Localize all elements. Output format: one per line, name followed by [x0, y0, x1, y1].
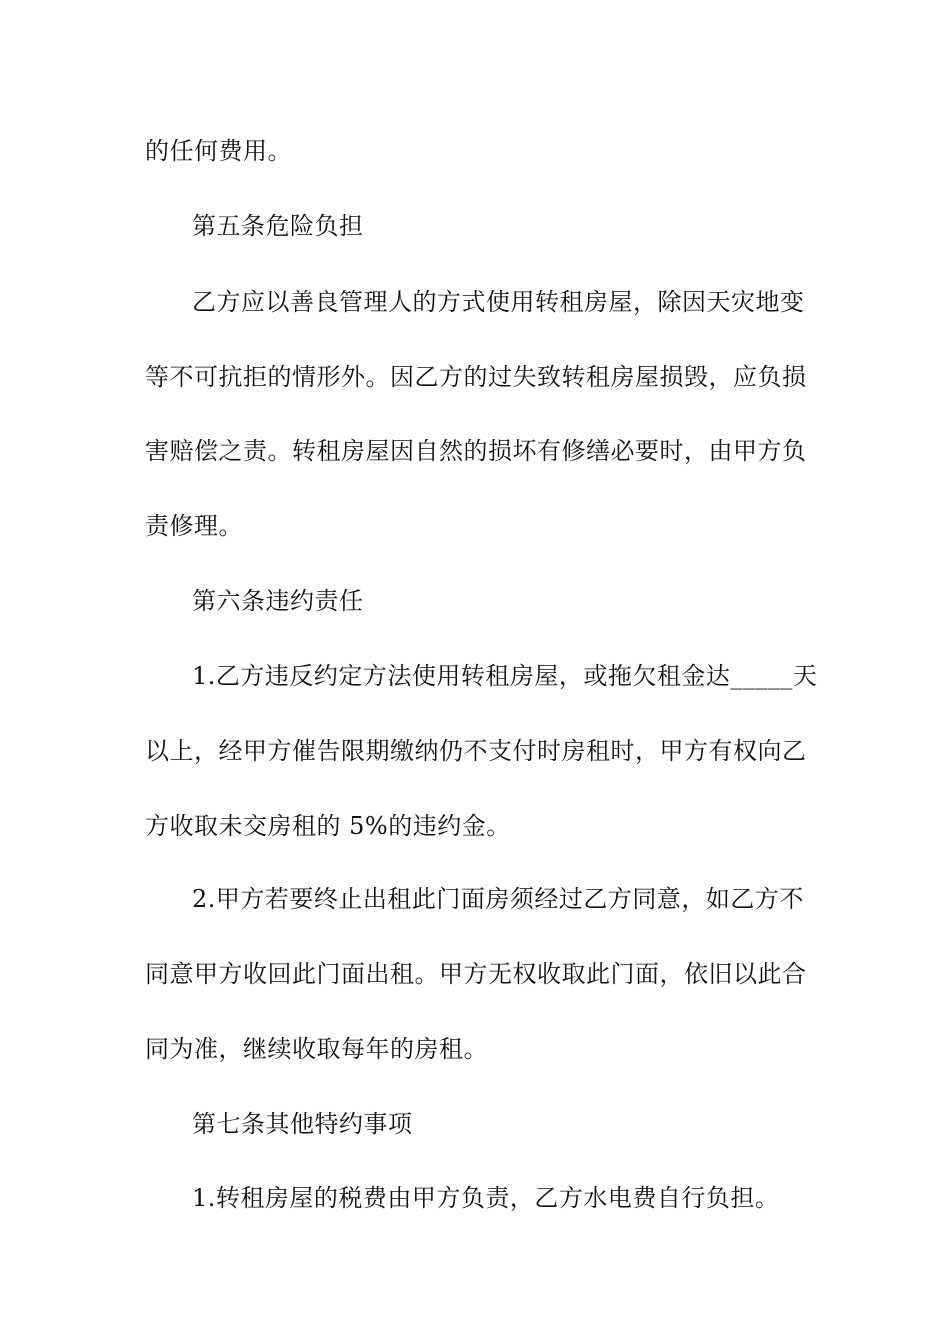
- section-heading-5: 第五条危险负担: [192, 212, 364, 240]
- paragraph-line: 以上，经甲方催告限期缴纳仍不支付时房租时，甲方有权向乙: [145, 737, 807, 765]
- paragraph-line: 同为准，继续收取每年的房租。: [145, 1035, 488, 1063]
- paragraph-line: 1.转租房屋的税费由甲方负责，乙方水电费自行负担。: [192, 1184, 780, 1212]
- paragraph-line: 害赔偿之责。转租房屋因自然的损坏有修缮必要时，由甲方负: [145, 437, 807, 465]
- section-heading-6: 第六条违约责任: [192, 587, 364, 615]
- paragraph-line: 同意甲方收回此门面出租。甲方无权收取此门面，依旧以此合: [145, 960, 807, 988]
- paragraph-line: 的任何费用。: [145, 137, 292, 165]
- paragraph-line: 2.甲方若要终止出租此门面房须经过乙方同意，如乙方不: [192, 885, 804, 913]
- paragraph-line: 1.乙方违反约定方法使用转租房屋，或拖欠租金达_____天: [192, 662, 818, 690]
- section-heading-7: 第七条其他特约事项: [192, 1110, 413, 1138]
- paragraph-line: 乙方应以善良管理人的方式使用转租房屋，除因天灾地变: [192, 288, 805, 316]
- paragraph-line: 责修理。: [145, 512, 243, 540]
- paragraph-line: 方收取未交房租的 5%的违约金。: [145, 812, 511, 840]
- paragraph-line: 等不可抗拒的情形外。因乙方的过失致转租房屋损毁，应负损: [145, 363, 807, 391]
